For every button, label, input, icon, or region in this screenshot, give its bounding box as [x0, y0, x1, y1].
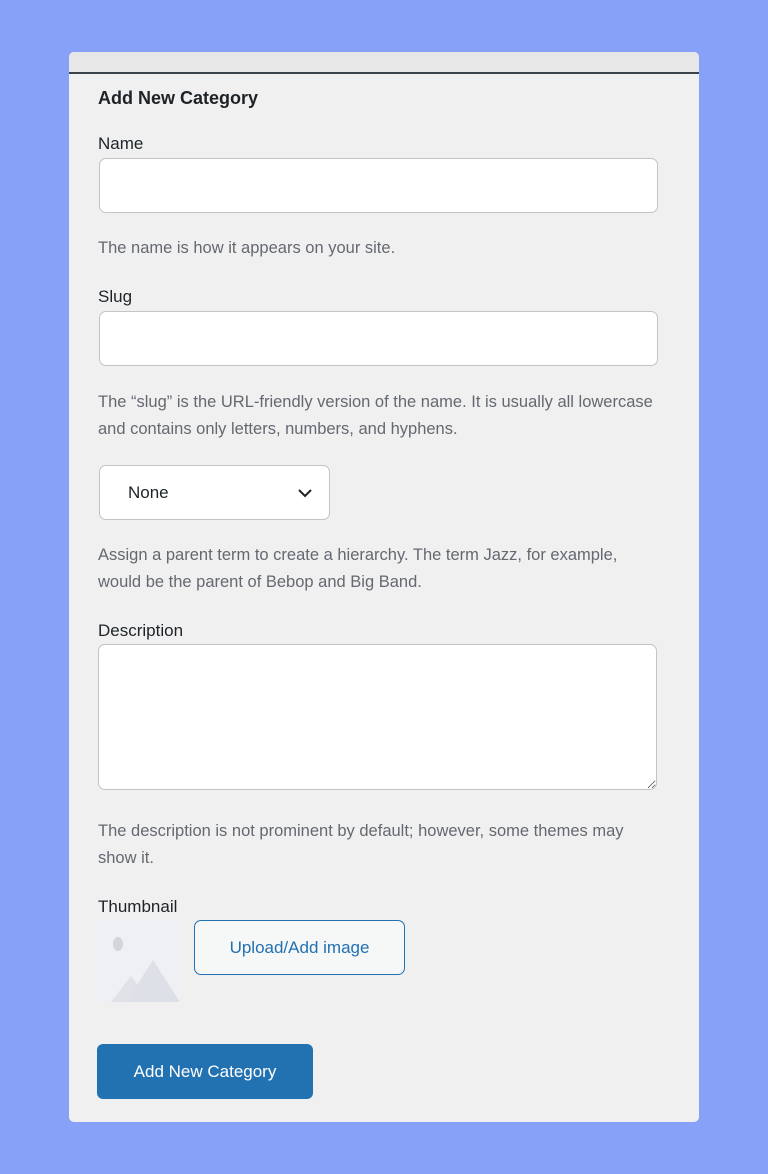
upload-image-button[interactable]: Upload/Add image	[194, 920, 405, 975]
slug-label: Slug	[98, 287, 133, 306]
parent-help: Assign a parent term to create a hierarchy. The term Jazz, for example, would be the parent of Bebop and Big Band.	[98, 546, 618, 591]
name-help: The name is how it appears on your site.	[98, 239, 396, 257]
add-category-panel	[69, 52, 699, 1122]
name-label: Name	[98, 134, 144, 153]
description-label: Description	[98, 621, 184, 640]
thumbnail-label: Thumbnail	[98, 897, 178, 916]
slug-help: The “slug” is the URL-friendly version of the name. It is usually all lowercase and contains only letters, numbers, and hyphens.	[98, 393, 653, 438]
slug-input[interactable]	[99, 311, 658, 366]
add-new-category-button[interactable]: Add New Category	[97, 1044, 313, 1099]
parent-select-value: None	[128, 482, 169, 502]
parent-category-select[interactable]	[99, 465, 330, 520]
panel-header-bar	[69, 52, 699, 74]
name-input[interactable]	[99, 158, 658, 213]
chevron-down-icon	[297, 488, 313, 498]
description-textarea[interactable]	[98, 644, 657, 790]
image-placeholder-icon	[96, 920, 180, 1002]
description-help: The description is not prominent by default; however, some themes may show it.	[98, 822, 624, 867]
form-title: Add New Category	[98, 88, 259, 108]
